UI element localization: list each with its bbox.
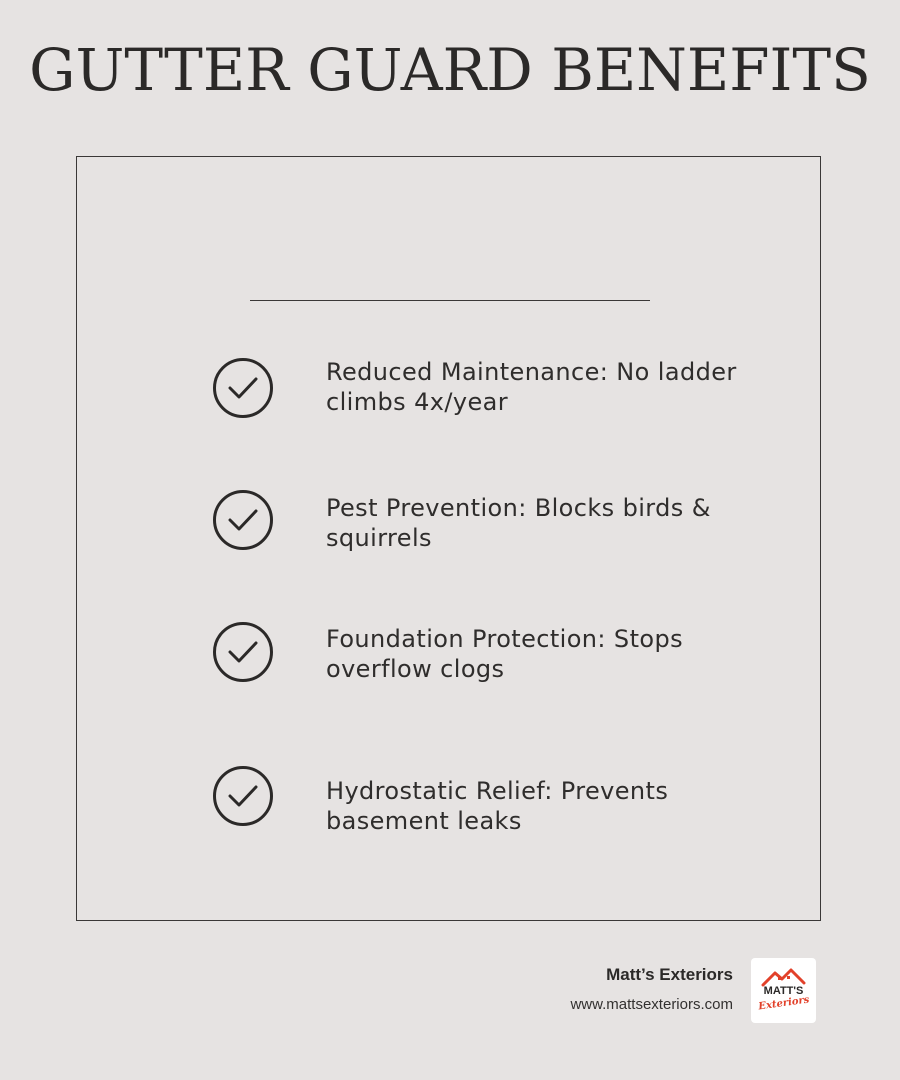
benefit-text: Reduced Maintenance: No ladder climbs 4x/year	[326, 358, 737, 416]
benefit-item-pest	[212, 489, 752, 553]
logo-line2: Exteriors	[757, 994, 811, 1013]
benefit-text: Foundation Protection: Stops overflow clogs	[326, 625, 683, 683]
benefit-text: Hydrostatic Relief: Prevents basement leaks	[326, 777, 669, 835]
page-title: GUTTER GUARD BENEFITS	[29, 36, 871, 104]
check-circle-icon	[212, 765, 274, 827]
logo-line1: MATT'S	[763, 985, 804, 997]
company-name: Matt’s Exteriors	[606, 965, 733, 984]
company-url[interactable]: www.mattsexteriors.com	[570, 996, 733, 1013]
check-circle-icon	[212, 357, 274, 419]
company-logo	[751, 958, 816, 1023]
check-circle-icon	[212, 621, 274, 683]
benefit-item-maintenance	[212, 357, 752, 421]
divider-line	[250, 300, 650, 301]
benefit-item-hydrostatic	[212, 765, 752, 835]
benefit-item-foundation	[212, 621, 752, 685]
check-circle-icon	[212, 489, 274, 551]
benefit-text: Pest Prevention: Blocks birds & squirrels	[326, 494, 711, 552]
